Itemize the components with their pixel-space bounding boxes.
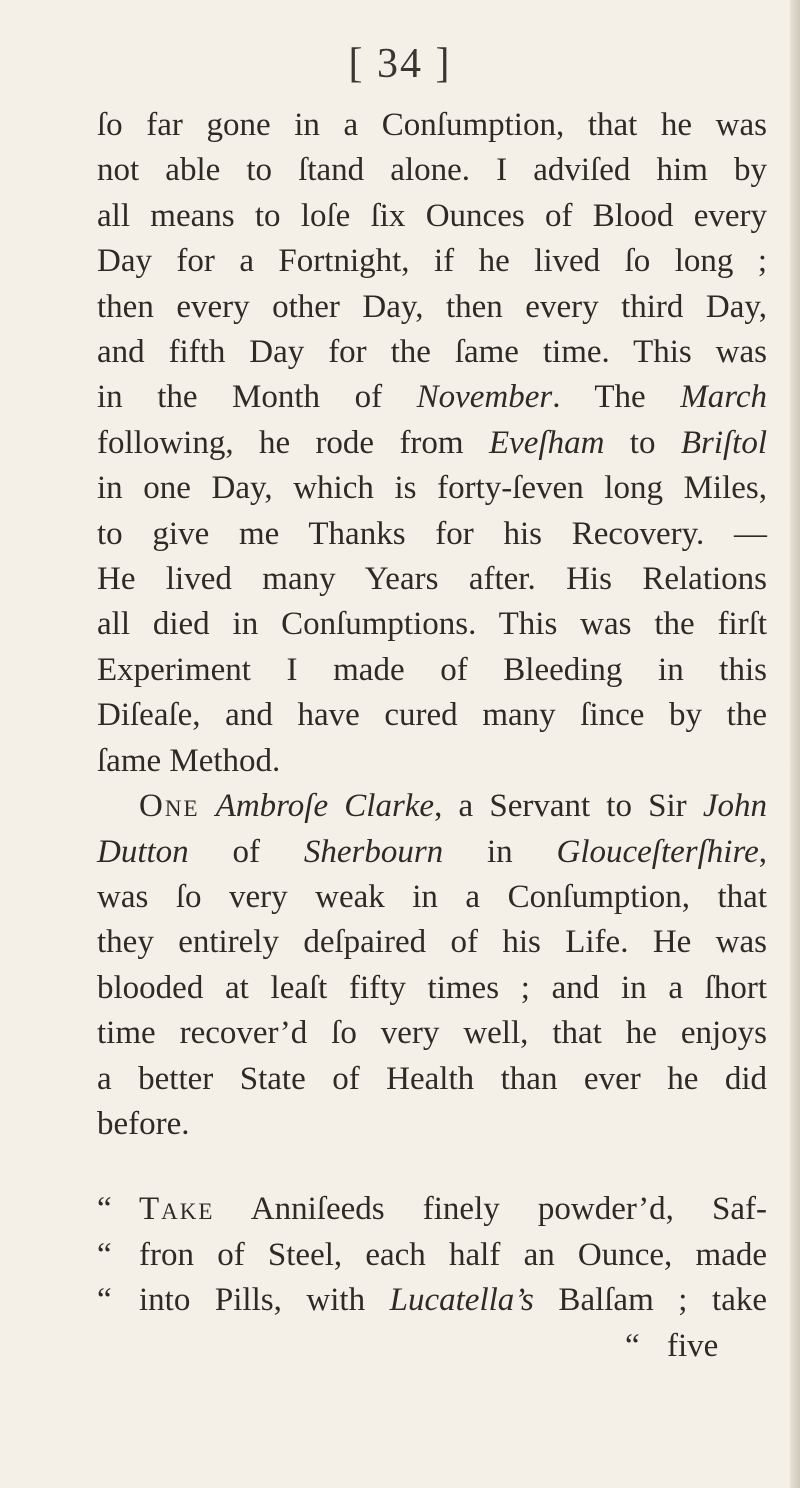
text-line: following, he rode from Eveſham to Briſtol [97, 424, 768, 461]
paragraph [97, 784, 767, 1147]
text-line: One Ambroſe Clarke, a Servant to Sir John [139, 788, 767, 825]
text-line: “ fron of Steel, each half an Ounce, made [97, 1233, 767, 1278]
text-line: Dutton of Sherbourn in Glouceſterſhire, [97, 833, 767, 870]
text-line: “ into Pills, with Lucatella’s Balſam ; take [97, 1278, 767, 1323]
text-line: in one Day, which is forty-ſeven long Miles, [97, 470, 767, 507]
text-line: ſame Method. [97, 742, 281, 779]
quote-mark: “ [97, 1236, 112, 1273]
text-line: in the Month of November. The March [97, 379, 767, 416]
page-number: [ 34 ] [348, 41, 452, 87]
text-line: to give me Thanks for his Recovery. — [97, 515, 767, 552]
text-line: not able to ſtand alone. I adviſed him by [97, 152, 767, 189]
text-line: “ Take Anniſeeds finely powder’d, Saf- [97, 1187, 767, 1232]
text-line: ſo far gone in a Conſumption, that he was [97, 107, 767, 143]
text-line: all died in Conſumptions. This was the firſt [97, 606, 767, 643]
text-line: and fifth Day for the ſame time. This was [97, 334, 767, 371]
text-line: before. [97, 1105, 190, 1142]
quote-mark: “ [625, 1327, 640, 1364]
text-line: they entirely deſpaired of his Life. He was [97, 924, 767, 961]
text-line: Diſeaſe, and have cured many ſince by the [97, 697, 767, 734]
body-text [97, 103, 767, 1369]
text-line: time recover’d ſo very well, that he enjoys [97, 1015, 767, 1052]
quote-mark: “ [97, 1191, 112, 1228]
text-line: all means to loſe ſix Ounces of Blood every [97, 197, 767, 234]
text-line: was ſo very weak in a Conſumption, that [97, 878, 767, 915]
page-edge [790, 0, 800, 1488]
paragraph [97, 103, 767, 784]
text-line: blooded at leaſt fifty times ; and in a ſhort [97, 969, 767, 1006]
quote-mark: “ [97, 1282, 112, 1319]
catchword: five [667, 1327, 719, 1364]
text-line: Experiment I made of Bleeding in this [97, 651, 767, 688]
text-line: Day for a Fortnight, if he lived ſo long ; [97, 243, 767, 280]
text-line: a better State of Health than ever he did [97, 1060, 767, 1097]
text-line: then every other Day, then every third Day, [97, 288, 767, 325]
text-line: He lived many Years after. His Relations [97, 561, 767, 598]
catchword-line [97, 1324, 767, 1369]
recipe-quotation [97, 1187, 767, 1369]
